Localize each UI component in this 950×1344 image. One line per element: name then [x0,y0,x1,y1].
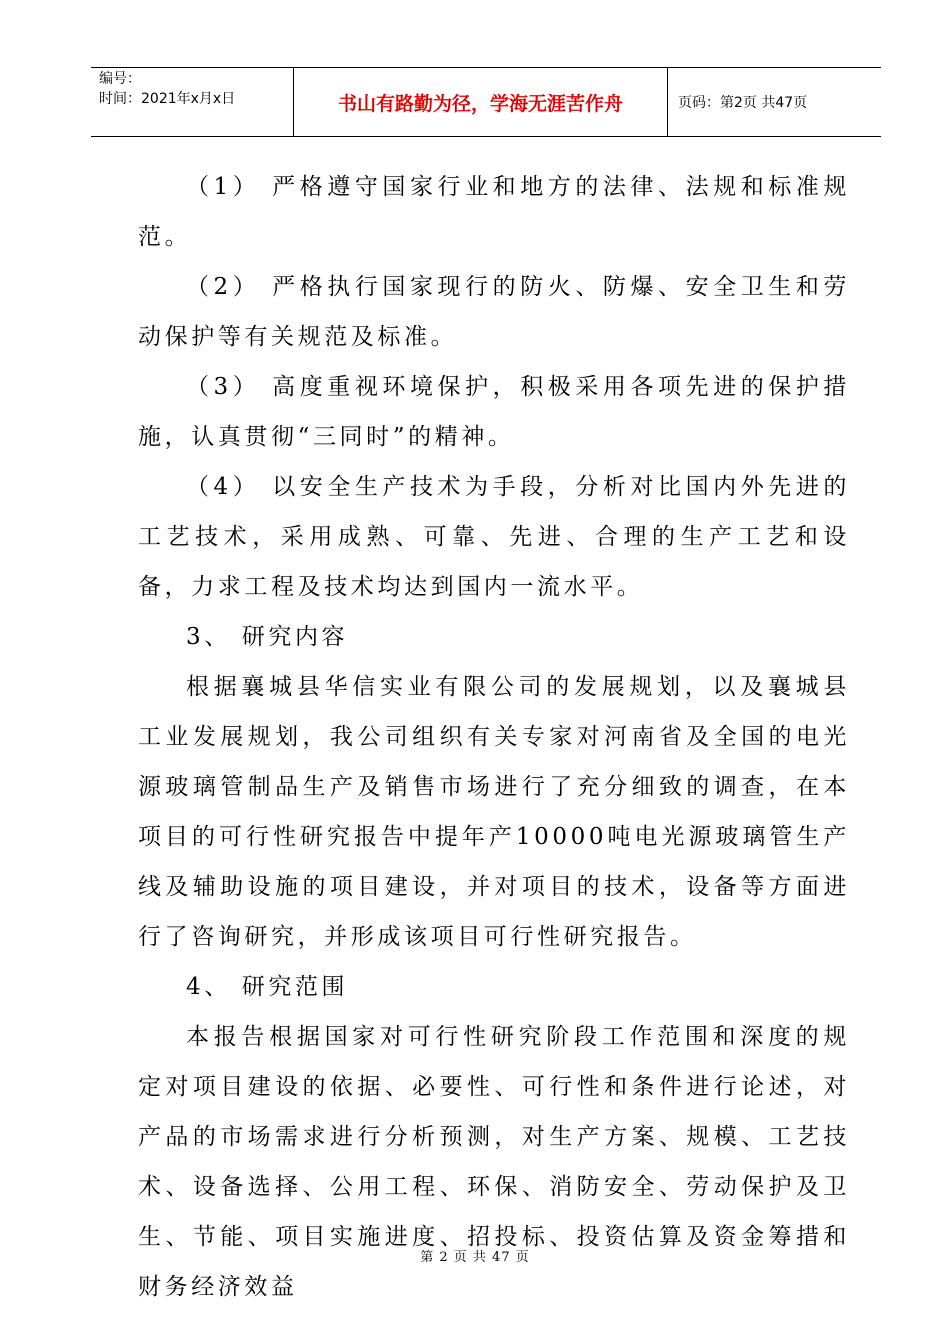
serial-number-label: 编号： [99,71,141,87]
paragraph-item-2: （2） 严格执行国家现行的防火、防爆、安全卫生和劳动保护等有关规范及标准。 [138,274,850,350]
header-motto-cell [294,68,668,136]
page-number-label: 页码：第2页 共47页 [678,95,808,111]
header-info-cell [91,68,294,136]
page-header [91,67,881,137]
paragraph-item-1: （1） 严格遵守国家行业和地方的法律、法规和标准规范。 [138,174,850,250]
header-page-cell [668,68,881,136]
paragraph-item-3: （3） 高度重视环境保护，积极采用各项先进的保护措施，认真贯彻“三同时”的精神。 [138,374,850,450]
page-footer: 第 2 页 共 47 页 [420,1250,530,1265]
document-body [138,162,850,1312]
motto-text: 书山有路勤为径，学海无涯苦作舟 [337,92,623,115]
time-label: 时间：2021年x月x日 [99,91,236,107]
section-heading-research-scope: 4、 研究范围 [186,974,349,1000]
paragraph-item-4: （4） 以安全生产技术为手段，分析对比国内外先进的工艺技术，采用成熟、可靠、先进、合理的生产工艺和设备，力求工程及技术均达到国内一流水平。 [138,474,850,600]
section-heading-research-content: 3、 研究内容 [186,624,349,650]
paragraph-research-scope: 本报告根据国家对可行性研究阶段工作范围和深度的规定对项目建设的依据、必要性、可行性和条件进行论述，对产品的市场需求进行分析预测，对生产方案、规模、工艺技术、设备选择、公用工程、环保、消防安全、劳动保护及卫生、节能、项目实施进度、招投标、投资估算及资金筹措和财务经济效益 [138,1024,850,1300]
paragraph-research-content: 根据襄城县华信实业有限公司的发展规划，以及襄城县工业发展规划，我公司组织有关专家对河南省及全国的电光源玻璃管制品生产及销售市场进行了充分细致的调查，在本项目的可行性研究报告中提年产10000吨电光源玻璃管生产线及辅助设施的项目建设，并对项目的技术，设备等方面进行了咨询研究，并形成该项目可行性研究报告。 [138,674,850,950]
